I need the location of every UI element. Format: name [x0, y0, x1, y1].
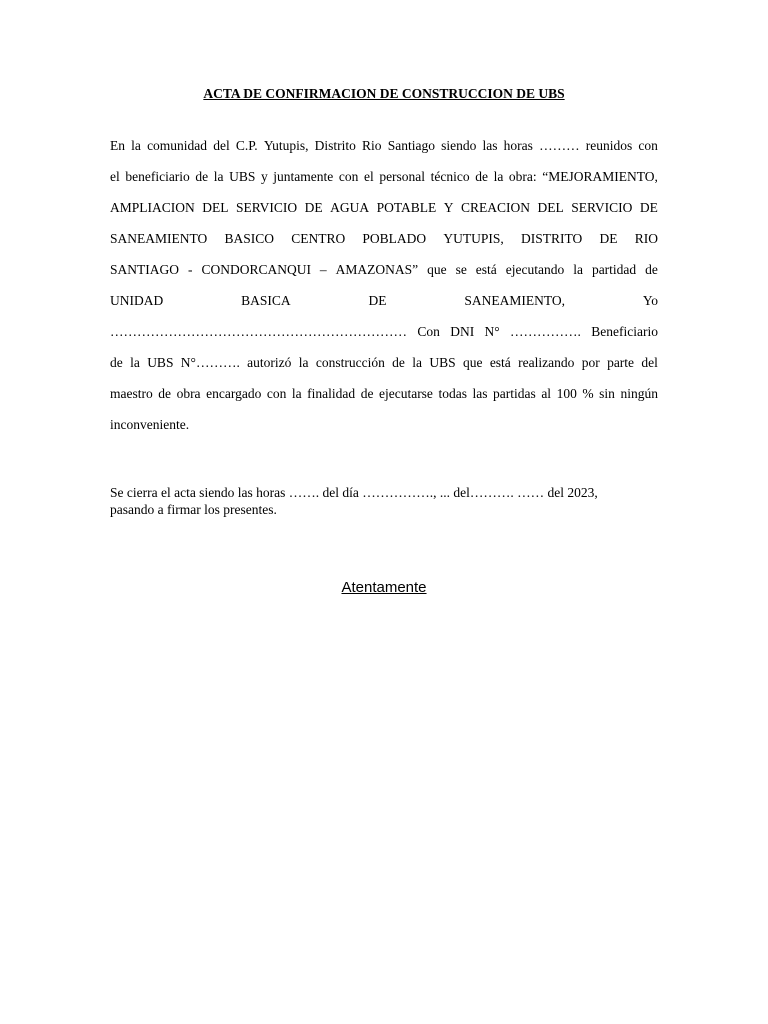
paragraph-word: N° [484, 324, 500, 339]
paragraph-line [110, 291, 658, 322]
paragraph-word: AMAZONAS” [335, 262, 419, 277]
paragraph-word: la [412, 355, 423, 370]
paragraph-word: ningún [620, 386, 658, 401]
paragraph-word: DNI [450, 324, 475, 339]
paragraph-word: la [493, 169, 504, 184]
paragraph-word: con [638, 138, 658, 153]
paragraph-word: ……………. [510, 324, 581, 339]
paragraph-word: DE [599, 231, 618, 246]
paragraph-word: C.P. [235, 138, 258, 153]
paragraph-word: encargado [206, 386, 262, 401]
paragraph-word: partidas [493, 386, 536, 401]
paragraph-line [110, 260, 658, 291]
paragraph-word: – [319, 262, 327, 277]
paragraph-word: AMPLIACION [110, 200, 195, 215]
paragraph-word: UBS [429, 355, 456, 370]
paragraph-line [110, 229, 658, 260]
paragraph-word: técnico [430, 169, 470, 184]
paragraph-word: del [641, 355, 658, 370]
paragraph-word: beneficiario [125, 169, 190, 184]
paragraph-word: DE [639, 200, 658, 215]
paragraph-word: autorizó [247, 355, 292, 370]
paragraph-word: partidad [591, 262, 637, 277]
paragraph-word: Santiago [387, 138, 435, 153]
paragraph-line [110, 353, 658, 384]
paragraph-word: de [645, 262, 658, 277]
paragraph-word: y [260, 169, 268, 184]
paragraph-word: parte [607, 355, 635, 370]
paragraph-word: “MEJORAMIENTO, [542, 169, 658, 184]
paragraph-word: N°………. [180, 355, 240, 370]
paragraph-word: realizando [518, 355, 575, 370]
closing-paragraph [110, 484, 658, 518]
document-title: ACTA DE CONFIRMACION DE CONSTRUCCION DE UBS [203, 86, 565, 101]
paragraph-word: personal [379, 169, 426, 184]
closing-line-1: Se cierra el acta siendo las horas ……. del día ……………., ... del………. …… del 2023, [110, 485, 598, 500]
paragraph-word: DE [304, 200, 323, 215]
paragraph-word: ……… [539, 138, 580, 153]
paragraph-word: el [110, 169, 120, 184]
paragraph-word: las [482, 138, 498, 153]
paragraph-word: obra: [508, 169, 537, 184]
paragraph-word: al [541, 386, 552, 401]
paragraph-word: la [573, 262, 583, 277]
paragraph-line [110, 167, 658, 198]
paragraph-word: que [462, 355, 483, 370]
paragraph-word: Yutupis, [263, 138, 309, 153]
paragraph-word: SANEAMIENTO, [464, 293, 565, 308]
paragraph-word: que [427, 262, 447, 277]
paragraph-line [110, 415, 658, 446]
paragraph-word: de [195, 169, 209, 184]
paragraph-word: Yo [642, 293, 658, 308]
paragraph-word: construcción [315, 355, 385, 370]
paragraph-word: UBS [229, 169, 256, 184]
paragraph-word: RIO [634, 231, 658, 246]
paragraph-word: SANTIAGO [110, 262, 179, 277]
paragraph-word: la [130, 355, 140, 370]
paragraph-word: UBS [147, 355, 174, 370]
paragraph-word: reunidos [585, 138, 633, 153]
paragraph-word: está [489, 355, 511, 370]
paragraph-word: CREACION [461, 200, 531, 215]
paragraph-line [110, 322, 658, 353]
paragraph-word: se [455, 262, 467, 277]
paragraph-word: ………………………………………………………… [110, 324, 407, 339]
paragraph-word: la [131, 138, 141, 153]
paragraph-word: YUTUPIS, [443, 231, 504, 246]
paragraph-word: obra [176, 386, 201, 401]
paragraph-word: del [213, 138, 230, 153]
paragraph-word: siendo [441, 138, 477, 153]
paragraph-word: inconveniente. [110, 417, 190, 432]
paragraph-word: la [213, 169, 224, 184]
paragraph-word: 100 [556, 386, 577, 401]
sign-off: Atentamente [341, 579, 427, 596]
paragraph-word: horas [503, 138, 533, 153]
paragraph-word: Rio [362, 138, 382, 153]
paragraph-word: de [392, 355, 405, 370]
paragraph-word: UNIDAD [110, 293, 164, 308]
paragraph-word: todas [438, 386, 467, 401]
paragraph-word: POTABLE [376, 200, 437, 215]
paragraph-word: Con [417, 324, 440, 339]
paragraph-line [110, 136, 658, 167]
paragraph-word: Distrito [314, 138, 356, 153]
paragraph-word: sin [599, 386, 615, 401]
paragraph-word: ejecutarse [378, 386, 433, 401]
paragraph-word: de [475, 169, 488, 184]
paragraph-word: BASICO [224, 231, 274, 246]
paragraph-word: las [472, 386, 488, 401]
paragraph-word: SERVICIO [571, 200, 633, 215]
paragraph-line [110, 198, 658, 229]
paragraph-word: DISTRITO [521, 231, 583, 246]
body-paragraph [110, 136, 658, 446]
paragraph-word: juntamente [273, 169, 334, 184]
paragraph-word: CENTRO [291, 231, 346, 246]
paragraph-word: En [110, 138, 125, 153]
paragraph-word: SERVICIO [235, 200, 298, 215]
paragraph-word: % [582, 386, 594, 401]
paragraph-word: finalidad [307, 386, 356, 401]
paragraph-word: de [360, 386, 374, 401]
paragraph-word: con [338, 169, 359, 184]
paragraph-word: DE [368, 293, 387, 308]
paragraph-word: la [291, 386, 302, 401]
paragraph-word: de [110, 355, 123, 370]
paragraph-word: por [581, 355, 600, 370]
paragraph-word: la [298, 355, 309, 370]
paragraph-word: con [266, 386, 287, 401]
paragraph-word: DEL [202, 200, 229, 215]
paragraph-word: SANEAMIENTO [110, 231, 208, 246]
paragraph-word: AGUA [330, 200, 370, 215]
paragraph-word: DEL [537, 200, 564, 215]
paragraph-word: - [187, 262, 193, 277]
paragraph-word: el [363, 169, 374, 184]
paragraph-line [110, 384, 658, 415]
paragraph-word: de [158, 386, 172, 401]
paragraph-word: POBLADO [362, 231, 427, 246]
paragraph-word: Y [443, 200, 454, 215]
closing-line-2: pasando a firmar los presentes. [110, 502, 277, 517]
paragraph-word: ejecutando [505, 262, 565, 277]
paragraph-word: está [475, 262, 497, 277]
paragraph-word: maestro [110, 386, 153, 401]
paragraph-word: comunidad [147, 138, 208, 153]
paragraph-word: BASICA [241, 293, 291, 308]
paragraph-word: Beneficiario [591, 324, 658, 339]
paragraph-word: CONDORCANQUI [201, 262, 311, 277]
